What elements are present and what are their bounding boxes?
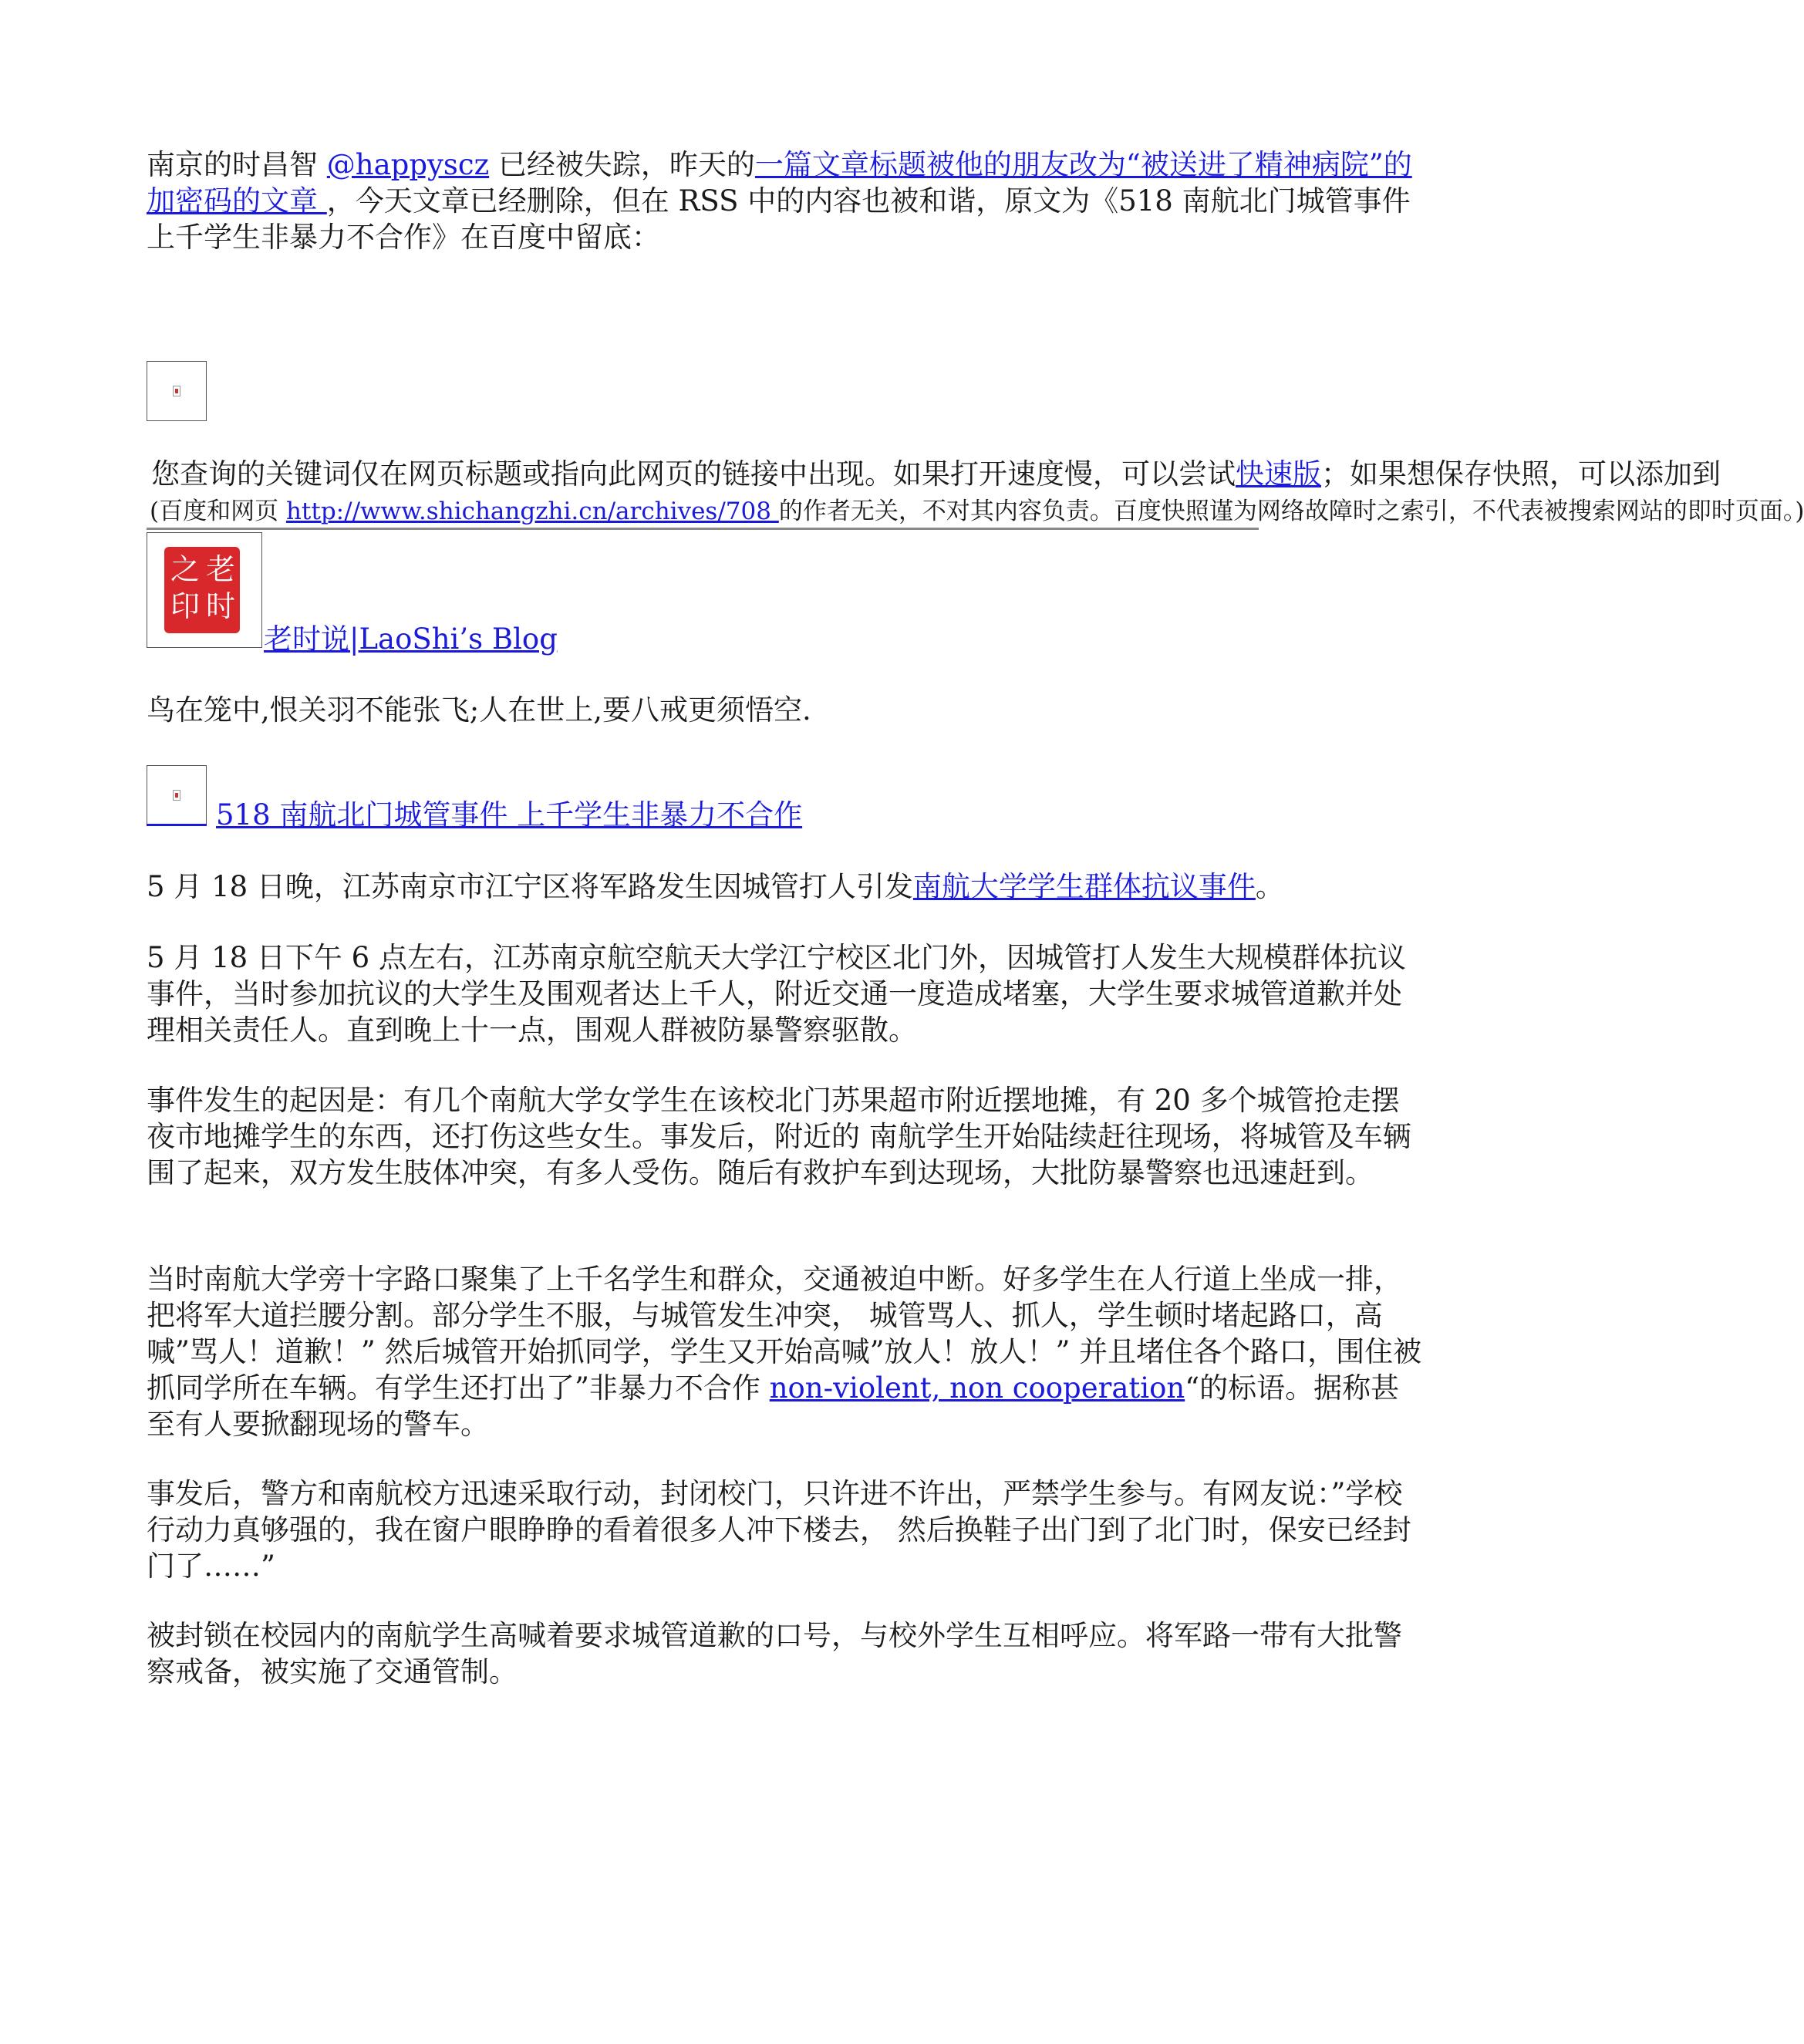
intro-text: 已经被失踪，昨天的	[489, 148, 755, 181]
encrypted-article-link[interactable]: 一篇文章标题被他的朋友改为“被送进了精神病院”的加密码的文章	[147, 148, 1412, 218]
disclaimer-text: (百度和网页	[150, 498, 286, 525]
protest-event-link[interactable]: 南航大学学生群体抗议事件	[912, 870, 1256, 903]
paragraph-text: “的标语。据称甚至有人要掀翻现场的警车。	[147, 1371, 1400, 1441]
non-violent-link[interactable]: non-violent, non cooperation	[769, 1371, 1185, 1405]
fast-version-link[interactable]: 快速版	[1236, 457, 1321, 491]
intro-text: ，今天文章已经删除，但在 RSS 中的内容也被和谐，原文为《518 南航北门城管事件 上千学生非暴力不合作》在百度中留底：	[147, 184, 1411, 254]
blog-title-link[interactable]: 老时说|LaoShi’s Blog	[264, 622, 558, 656]
post-title-link[interactable]: 518 南航北门城管事件 上千学生非暴力不合作	[216, 798, 803, 831]
cache-disclaimer	[150, 496, 1804, 527]
cache-divider	[147, 528, 1259, 530]
blog-logo[interactable]	[147, 532, 262, 648]
article-paragraph: 事件发生的起因是：有几个南航大学女学生在该校北门苏果超市附近摆地摊，有 20 多个城管抢走摆夜市地摊学生的东西，还打伤这些女生。事发后，附近的 南航学生开始陆续赶往现场，将城管及车辆围了起来，双方发生肢体冲突，有多人受伤。随后有救护车到达现场，大批防暴警察也迅速赶到。	[147, 1084, 1411, 1189]
blog-tagline: 鸟在笼中,恨关羽不能张飞;人在世上,要八戒更须悟空.	[147, 693, 811, 727]
article-paragraph	[147, 1261, 1427, 1442]
article-paragraph: 5 月 18 日下午 6 点左右，江苏南京航空航天大学江宁校区北门外，因城管打人发生大规模群体抗议事件，当时参加抗议的大学生及围观者达上千人，附近交通一度造成堵塞，大学生要求城管道歉并处理相关责任人。直到晚上十一点，围观人群被防暴警察驱散。	[147, 941, 1406, 1047]
article-paragraph: 事发后，警方和南航校方迅速采取行动，封闭校门，只许进不许出，严禁学生参与。有网友说：”学校行动力真够强的，我在窗户眼睁睁的看着很多人冲下楼去， 然后换鞋子出门到了北门时，保安已经封门了……”	[147, 1477, 1411, 1583]
intro-paragraph	[147, 147, 1427, 255]
article-paragraph	[147, 869, 1427, 905]
paragraph-text: 5 月 18 日晚，江苏南京市江宁区将军路发生因城管打人引发	[147, 870, 913, 903]
seal-stamp-logo: 老 时 之 印	[164, 547, 240, 633]
broken-image-icon	[147, 361, 207, 421]
paragraph-text: 当时南航大学旁十字路口聚集了上千名学生和群众，交通被迫中断。好多学生在人行道上坐成一排，把将军大道拦腰分割。部分学生不服，与城管发生冲突， 城管骂人、抓人，学生顿时堵起路口，高喊”骂人！道歉！” 然后城管开始抓同学，学生又开始高喊”放人！放人！” 并且堵住各个路口，围住被抓同学所在车辆。有学生还打出了”非暴力不合作	[147, 1263, 1422, 1405]
paragraph-text: 。	[1255, 870, 1284, 903]
intro-text: 南京的时昌智	[147, 148, 327, 181]
author-handle-link[interactable]: @happyscz	[326, 148, 490, 181]
source-url-link[interactable]: http://www.shichangzhi.cn/archives/708	[285, 498, 779, 525]
disclaimer-text: 的作者无关，不对其内容负责。百度快照谨为网络故障时之索引，不代表被搜索网站的即时页面。)	[778, 498, 1804, 525]
broken-image-icon	[147, 765, 207, 825]
link-underline	[147, 824, 207, 826]
cache-notice	[151, 456, 1721, 492]
cache-notice-text: 您查询的关键词仅在网页标题或指向此网页的链接中出现。如果打开速度慢，可以尝试	[151, 457, 1236, 491]
cache-notice-text: ；如果想保存快照，可以添加到	[1321, 457, 1721, 491]
article-paragraph: 被封锁在校园内的南航学生高喊着要求城管道歉的口号，与校外学生互相呼应。将军路一带有大批警察戒备，被实施了交通管制。	[147, 1619, 1402, 1688]
